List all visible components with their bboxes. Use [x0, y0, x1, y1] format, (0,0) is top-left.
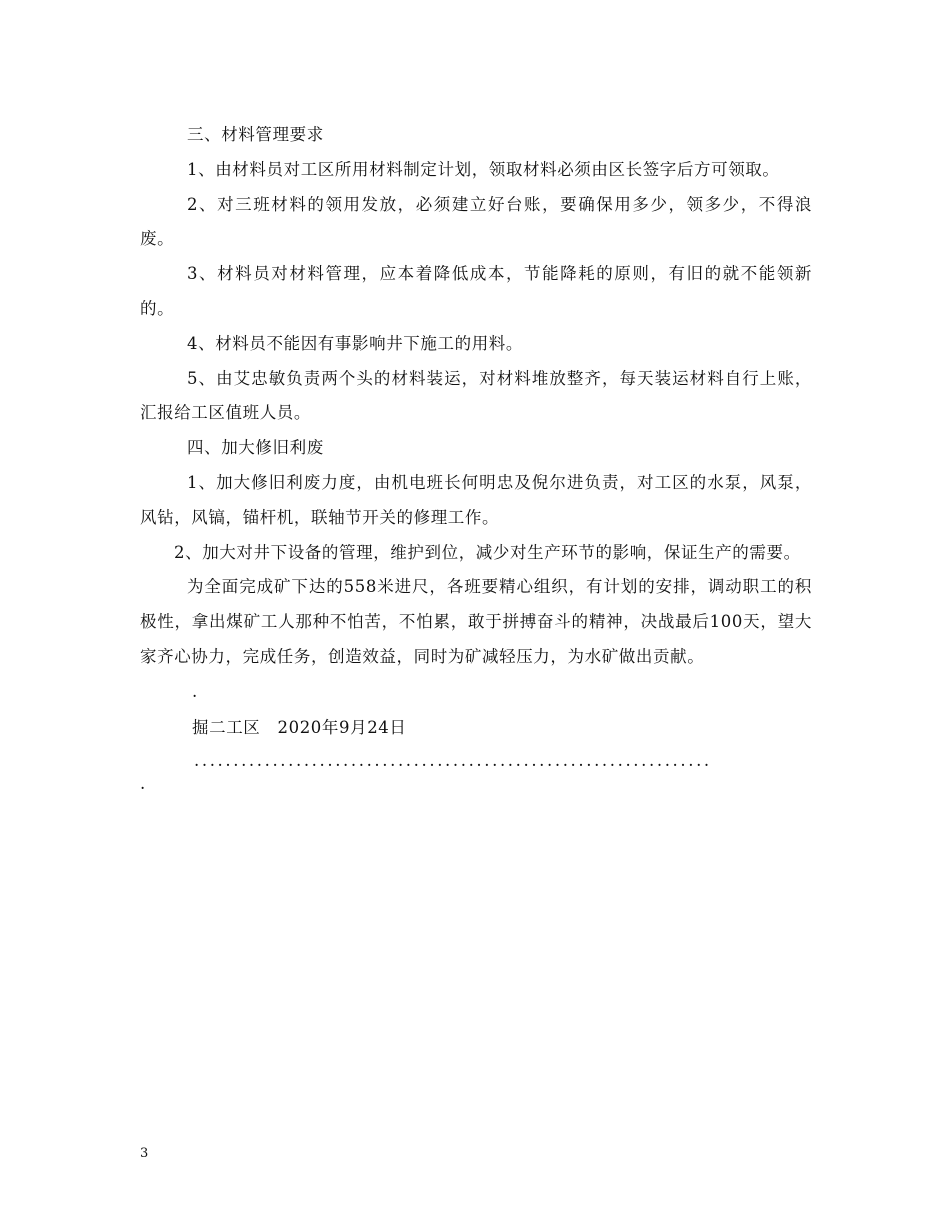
paragraph-repair-2: 2、加大对井下设备的管理，维护到位，减少对生产环节的影响，保证生产的需要。: [174, 542, 801, 562]
signature-line: 掘二工区 2020年9月24日: [192, 717, 407, 737]
section-heading-materials: 三、材料管理要求: [187, 125, 324, 144]
closing-paragraph: 为全面完成矿下达的558米进尺，各班要精心组织，有计划的安排，调动职工的积极性，拿出煤矿工人那种不怕苦，不怕累，敢于拼搏奋斗的精神，决战最后100天，望大家齐心协力，完成任务，创造效益，同时为矿减轻压力，为水矿做出贡献。: [140, 577, 812, 666]
section-heading-repair: 四、加大修旧利废: [187, 438, 324, 458]
paragraph-materials-3: 3、材料员对材料管理，应本着降低成本，节能降耗的原则，有旧的就不能领新的。: [140, 264, 812, 318]
paragraph-materials-2: 2、对三班材料的领用发放，必须建立好台账，要确保用多少，领多少，不得浪废。: [140, 194, 812, 249]
page-number: 3: [140, 1146, 149, 1161]
paragraph-materials-1: 1、由材料员对工区所用材料制定计划，领取材料必须由区长签字后方可领取。: [187, 159, 780, 179]
paragraph-materials-4: 4、材料员不能因有事影响井下施工的用料。: [187, 333, 523, 353]
trailing-dot: .: [140, 773, 146, 793]
document-body: [140, 118, 812, 793]
dot-mark: .: [192, 681, 198, 701]
dotted-leader-line: ..................................................................: [194, 750, 712, 770]
paragraph-materials-5: 5、由艾忠敏负责两个头的材料装运，对材料堆放整齐，每天装运材料自行上账，汇报给工区值班人员。: [140, 368, 812, 423]
paragraph-repair-1: 1、加大修旧利废力度，由机电班长何明忠及倪尔进负责，对工区的水泵，风泵，风钻，风镐，锚杆机，联轴节开关的修理工作。: [140, 472, 812, 527]
